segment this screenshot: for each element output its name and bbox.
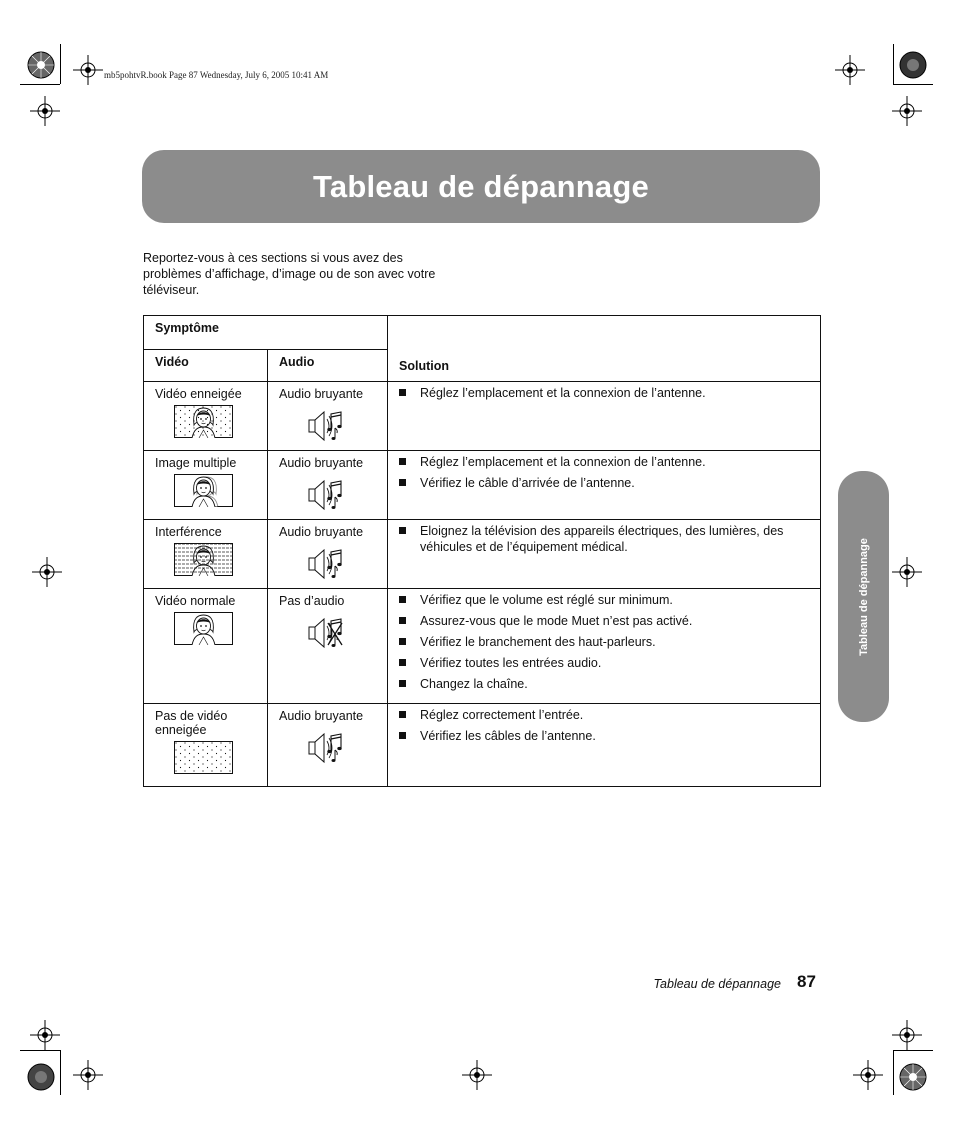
solution-item: Changez la chaîne. bbox=[399, 676, 809, 692]
registration-starburst-icon bbox=[898, 50, 928, 80]
speaker-noisy-icon bbox=[307, 730, 343, 766]
solution-cell bbox=[388, 520, 821, 589]
page-title: Tableau de dépannage bbox=[313, 168, 649, 204]
crop-mark bbox=[60, 44, 61, 84]
bullet-square-icon bbox=[399, 659, 406, 666]
page-number: 87 bbox=[797, 972, 816, 991]
header-symptom: Symptôme bbox=[144, 316, 388, 350]
audio-symptom: Audio bruyante bbox=[279, 456, 364, 470]
crop-mark bbox=[893, 1050, 933, 1051]
bullet-square-icon bbox=[399, 479, 406, 486]
audio-cell bbox=[268, 382, 388, 451]
table-row bbox=[144, 589, 821, 704]
speaker-noisy-icon bbox=[307, 477, 343, 513]
solution-item: Vérifiez que le volume est réglé sur minimum. bbox=[399, 592, 809, 608]
registration-crosshair-icon bbox=[30, 1020, 60, 1050]
print-imprint: mb5pohtvR.book Page 87 Wednesday, July 6, 2005 10:41 AM bbox=[104, 70, 329, 80]
tv-ghost-icon bbox=[174, 474, 233, 507]
registration-crosshair-icon bbox=[73, 1060, 103, 1090]
registration-crosshair-icon bbox=[32, 557, 62, 587]
bullet-square-icon bbox=[399, 680, 406, 687]
registration-crosshair-icon bbox=[30, 96, 60, 126]
registration-crosshair-icon bbox=[892, 1020, 922, 1050]
solution-cell bbox=[388, 704, 821, 787]
registration-crosshair-icon bbox=[853, 1060, 883, 1090]
tv-normal-icon bbox=[174, 612, 233, 645]
speaker-noisy-icon bbox=[307, 408, 343, 444]
registration-starburst-icon bbox=[26, 1062, 56, 1092]
solution-cell bbox=[388, 382, 821, 451]
crop-mark bbox=[20, 84, 60, 85]
registration-starburst-icon bbox=[898, 1062, 928, 1092]
crop-mark bbox=[60, 1050, 61, 1095]
solution-item: Assurez-vous que le mode Muet n’est pas activé. bbox=[399, 613, 809, 629]
bullet-square-icon bbox=[399, 617, 406, 624]
solution-item: Réglez l’emplacement et la connexion de l’antenne. bbox=[399, 454, 809, 470]
video-symptom: Pas de vidéo enneigée bbox=[155, 709, 228, 737]
solution-item: Vérifiez les câbles de l’antenne. bbox=[399, 728, 809, 744]
crop-mark bbox=[893, 1050, 894, 1095]
side-tab-label: Tableau de dépannage bbox=[857, 537, 870, 656]
video-cell bbox=[144, 704, 268, 787]
crop-mark bbox=[893, 44, 894, 84]
solution-item: Eloignez la télévision des appareils électriques, des lumières, des véhicules et de l’équipement médical. bbox=[399, 523, 809, 555]
table-row bbox=[144, 382, 821, 451]
video-cell bbox=[144, 589, 268, 704]
side-tab bbox=[838, 471, 889, 722]
solution-cell bbox=[388, 589, 821, 704]
bullet-square-icon bbox=[399, 711, 406, 718]
audio-symptom: Pas d’audio bbox=[279, 594, 345, 608]
registration-starburst-icon bbox=[26, 50, 56, 80]
video-symptom: Vidéo normale bbox=[155, 594, 236, 608]
troubleshooting-table bbox=[143, 315, 821, 787]
header-solution: Solution bbox=[388, 316, 821, 382]
tv-snowy-icon bbox=[174, 405, 233, 438]
registration-crosshair-icon bbox=[892, 557, 922, 587]
video-cell bbox=[144, 451, 268, 520]
bullet-square-icon bbox=[399, 458, 406, 465]
bullet-square-icon bbox=[399, 638, 406, 645]
header-video: Vidéo bbox=[144, 350, 268, 382]
intro-paragraph: Reportez-vous à ces sections si vous avez des problèmes d’affichage, d’image ou de son avec votre téléviseur. bbox=[143, 251, 436, 297]
registration-crosshair-icon bbox=[892, 96, 922, 126]
table-row bbox=[144, 451, 821, 520]
video-cell bbox=[144, 520, 268, 589]
speaker-noisy-icon bbox=[307, 546, 343, 582]
solution-item: Réglez l’emplacement et la connexion de l’antenne. bbox=[399, 385, 809, 401]
audio-cell bbox=[268, 520, 388, 589]
audio-cell bbox=[268, 704, 388, 787]
audio-cell bbox=[268, 589, 388, 704]
crop-mark bbox=[20, 1050, 60, 1051]
audio-symptom: Audio bruyante bbox=[279, 525, 364, 539]
registration-crosshair-icon bbox=[462, 1060, 492, 1090]
solution-item: Réglez correctement l’entrée. bbox=[399, 707, 809, 723]
bullet-square-icon bbox=[399, 732, 406, 739]
solution-item: Vérifiez toutes les entrées audio. bbox=[399, 655, 809, 671]
solution-item: Vérifiez le câble d’arrivée de l’antenne. bbox=[399, 475, 809, 491]
footer-section-label: Tableau de dépannage bbox=[653, 977, 781, 991]
bullet-square-icon bbox=[399, 527, 406, 534]
table-row bbox=[144, 704, 821, 787]
crop-mark bbox=[893, 84, 933, 85]
tv-static-icon bbox=[174, 741, 233, 774]
solution-cell bbox=[388, 451, 821, 520]
bullet-square-icon bbox=[399, 389, 406, 396]
video-cell bbox=[144, 382, 268, 451]
header-audio: Audio bbox=[268, 350, 388, 382]
registration-crosshair-icon bbox=[73, 55, 103, 85]
bullet-square-icon bbox=[399, 596, 406, 603]
table-header-row bbox=[144, 316, 821, 350]
tv-interference-icon bbox=[174, 543, 233, 576]
solution-item: Vérifiez le branchement des haut-parleurs. bbox=[399, 634, 809, 650]
audio-cell bbox=[268, 451, 388, 520]
registration-crosshair-icon bbox=[835, 55, 865, 85]
video-symptom: Vidéo enneigée bbox=[155, 387, 242, 401]
table-row bbox=[144, 520, 821, 589]
title-banner bbox=[142, 150, 820, 223]
video-symptom: Interférence bbox=[155, 525, 222, 539]
video-symptom: Image multiple bbox=[155, 456, 237, 470]
audio-symptom: Audio bruyante bbox=[279, 709, 364, 723]
speaker-muted-icon bbox=[307, 615, 343, 651]
audio-symptom: Audio bruyante bbox=[279, 387, 364, 401]
